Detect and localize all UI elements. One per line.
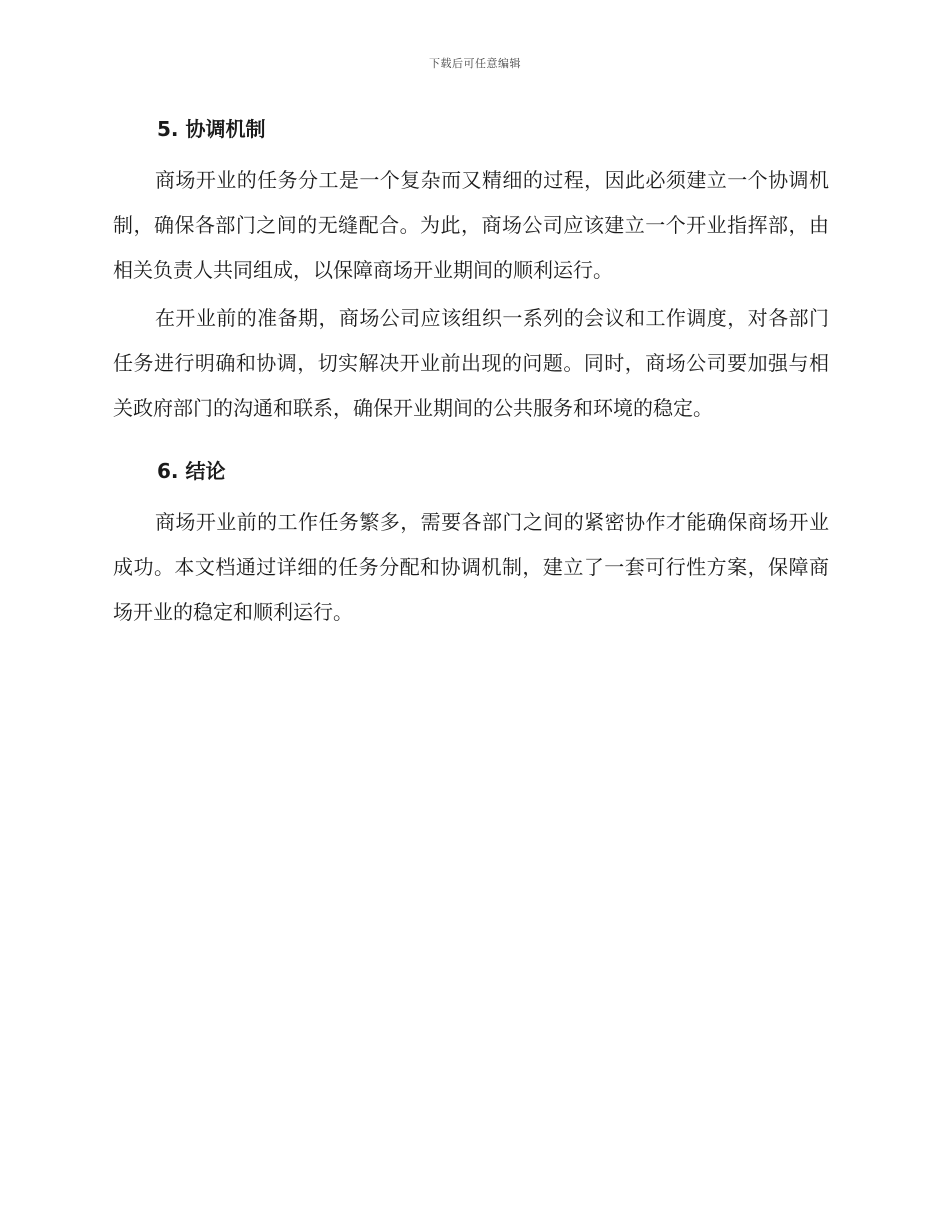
page-header: 下载后可任意编辑 [429, 57, 521, 70]
paragraph: 在开业前的准备期，商场公司应该组织一系列的会议和工作调度，对各部门任务进行明确和协调，切实解决开业前出现的问题。同时，商场公司要加强与相关政府部门的沟通和联系，确保开业期间的公共服务和环境的稳定。 [113, 306, 829, 420]
section-heading: 6. 结论 [157, 459, 226, 483]
document-body [113, 112, 829, 638]
section-heading: 5. 协调机制 [157, 117, 266, 141]
section-conclusion [113, 454, 829, 635]
paragraph: 商场开业的任务分工是一个复杂而又精细的过程，因此必须建立一个协调机制，确保各部门之间的无缝配合。为此，商场公司应该建立一个开业指挥部，由相关负责人共同组成，以保障商场开业期间的顺利运行。 [113, 168, 829, 282]
paragraph: 商场开业前的工作任务繁多，需要各部门之间的紧密协作才能确保商场开业成功。本文档通过详细的任务分配和协调机制，建立了一套可行性方案，保障商场开业的稳定和顺利运行。 [113, 510, 829, 624]
section-coordination [113, 112, 829, 431]
